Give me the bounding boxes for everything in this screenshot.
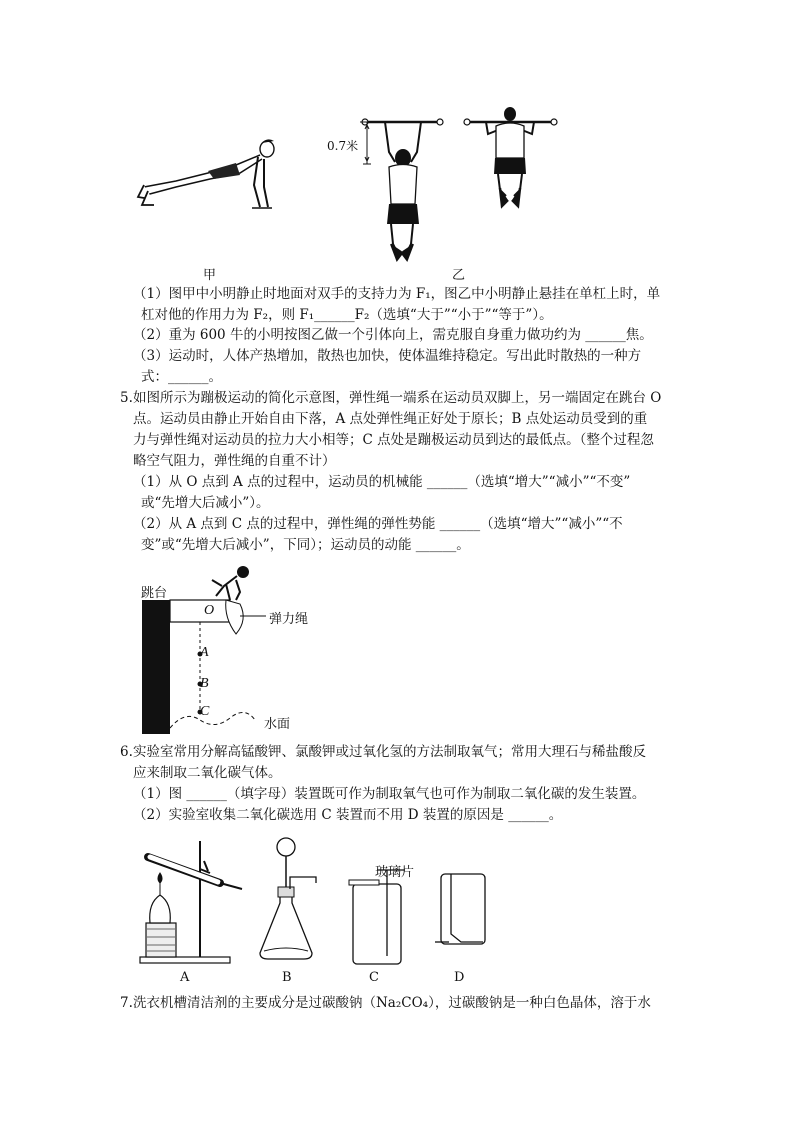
- figure-label-yi: 乙: [452, 268, 466, 283]
- point-A-label: A: [200, 645, 209, 660]
- apparatus-D-label: D: [454, 970, 465, 985]
- q5-number: 5.: [120, 390, 133, 406]
- apparatus-C-label: C: [369, 970, 379, 985]
- apparatus-D: [435, 868, 495, 968]
- pushup-illustration: [136, 135, 286, 215]
- q5-part2-line1: （2）从 A 点到 C 点的过程中，弹性绳的弹性势能 ______（选填“增大”“减小”“不: [133, 516, 623, 532]
- apparatus-B-label: B: [282, 970, 292, 985]
- point-O-label: O: [204, 603, 215, 618]
- apparatus-C: [347, 870, 417, 970]
- q6-stem-line1: 实验室常用分解高锰酸钾、氯酸钾或过氧化氢的方法制取氧气；常用大理石与稀盐酸反: [133, 744, 646, 760]
- q5-stem-line2: 点。运动员由静止开始自由下落，A 点处弹性绳正好处于原长；B 点处运动员受到的重: [133, 411, 648, 427]
- pullup-illustration-left: [345, 112, 455, 267]
- q4-part1-line1: （1）图甲中小明静止时地面对双手的支持力为 F₁，图乙中小明静止悬挂在单杠上时，单: [133, 286, 661, 302]
- q6-part2: （2）实验室收集二氧化碳选用 C 装置而不用 D 装置的原因是 ______。: [133, 807, 563, 823]
- pullup-illustration-right: [462, 108, 562, 213]
- point-B-label: B: [200, 676, 209, 691]
- q5-stem-line1: 如图所示为蹦极运动的简化示意图，弹性绳一端系在运动员双脚上，另一端固定在跳台 O: [133, 390, 662, 406]
- q5-stem-line4: 略空气阻力，弹性绳的自重不计）: [133, 453, 336, 469]
- rope-label: 弹力绳: [269, 612, 309, 627]
- q7-stem-line1: 洗衣机槽清洁剂的主要成分是过碳酸钠（Na₂CO₄），过碳酸钠是一种白色晶体，溶于水: [133, 995, 651, 1011]
- q4-part3-line1: （3）运动时，人体产热增加，散热也加快，使体温维持稳定。写出此时散热的一种方: [133, 348, 642, 364]
- point-C-label: C: [200, 704, 210, 719]
- q5-part2-line2: 变”或“先增大后减小”，下同）；运动员的动能 ______。: [141, 537, 470, 553]
- q5-stem-line3: 力与弹性绳对运动员的拉力大小相等；C 点处是蹦极运动员到达的最低点。（整个过程忽: [133, 432, 654, 448]
- q5-part1-line2: 或“先增大后减小”）。: [141, 495, 270, 511]
- q6-part1: （1）图 ______（填字母）装置既可作为制取氧气也可作为制取二氧化碳的发生装置。: [133, 786, 646, 802]
- q6-number: 6.: [120, 744, 133, 760]
- q4-part1-line2: 杠对他的作用力为 F₂，则 F₁______F₂（选填“大于”“小于”“等于”）。: [141, 307, 553, 323]
- apparatus-A-label: A: [180, 970, 190, 985]
- q6-stem-line2: 应来制取二氧化碳气体。: [133, 765, 282, 781]
- apparatus-B: [254, 833, 334, 968]
- q5-part1-line1: （1）从 O 点到 A 点的过程中，运动员的机械能 ______（选填“增大”“减小”“不变”: [133, 474, 631, 490]
- q4-part3-line2: 式：______。: [141, 369, 222, 385]
- apparatus-A: [138, 833, 248, 968]
- q4-part2: （2）重为 600 牛的小明按图乙做一个引体向上，需克服自身重力做功约为 ______焦。: [133, 327, 653, 343]
- glass-plate-label: 玻璃片: [375, 865, 415, 880]
- platform-label: 跳台: [141, 586, 168, 601]
- q7-number: 7.: [120, 995, 133, 1011]
- figure-label-jia: 甲: [203, 268, 217, 283]
- height-label: 0.7米: [327, 139, 359, 153]
- water-label: 水面: [264, 717, 291, 732]
